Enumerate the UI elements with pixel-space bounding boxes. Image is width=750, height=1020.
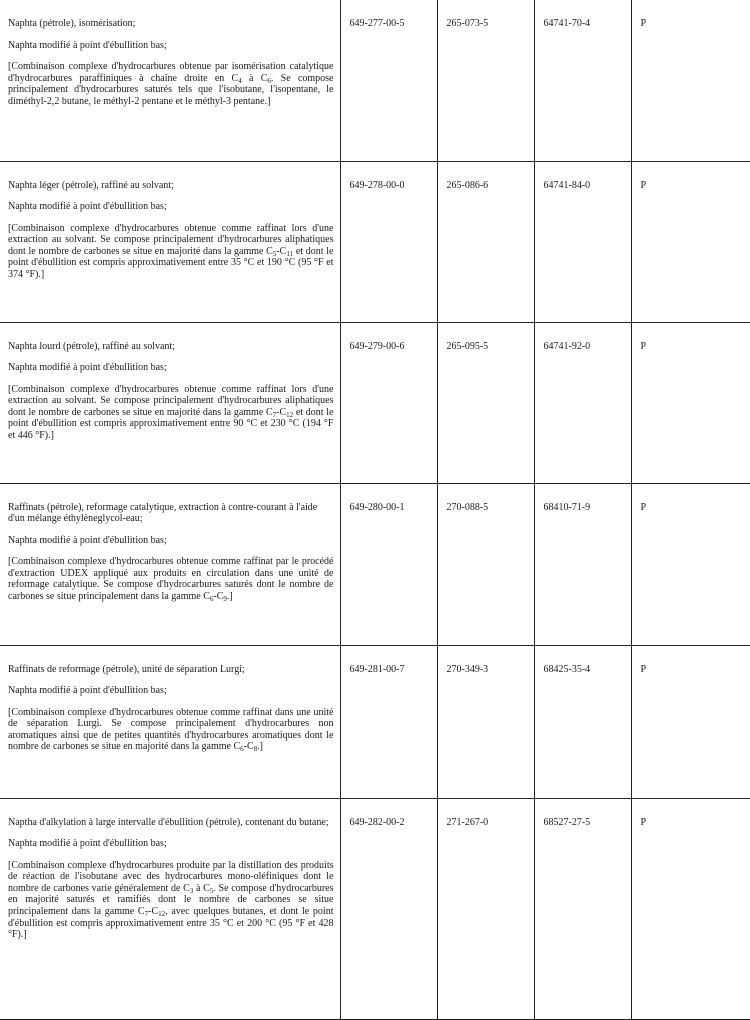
carbon-subscript: 5 <box>210 887 214 895</box>
description-text: . Se compose principalement d'hydrocarbures saturés tels que l'isobutane, l'isopentane, le diméthyl-2,2 butane, le méthyl-2 pentane et le méthyl-3 pentane.] <box>8 73 334 107</box>
substance-note: Naphta modifié à point d'ébullition bas; <box>8 535 334 547</box>
substance-note: Naphta modifié à point d'ébullition bas; <box>8 40 334 52</box>
index-number: 649-277-00-5 <box>341 0 437 30</box>
ec-number: 265-086-6 <box>438 162 534 192</box>
substance-description <box>8 707 334 753</box>
carbon-subscript: 12 <box>158 910 165 918</box>
table-row <box>0 645 750 798</box>
substance-cell <box>0 0 340 161</box>
carbon-subscript: 11 <box>286 250 293 258</box>
substance-name: Naphta léger (pétrole), raffiné au solvant; <box>8 180 334 192</box>
substance-description <box>8 61 334 107</box>
description-text: à C <box>193 883 210 894</box>
ec-number: 271-267-0 <box>438 799 534 829</box>
carbon-subscript: 3 <box>190 887 194 895</box>
substance-name: Naphta lourd (pétrole), raffiné au solvant; <box>8 341 334 353</box>
substance-name: Raffinats (pétrole), reformage catalytique, extraction à contre-courant à l'aide d'un mélange éthylèneglycol-eau; <box>8 502 334 525</box>
description-text: -C <box>244 741 254 752</box>
substance-note: Naphta modifié à point d'ébullition bas; <box>8 362 334 374</box>
cas-number-cell <box>534 161 631 322</box>
index-number-cell <box>340 0 437 161</box>
cas-number-cell <box>534 483 631 645</box>
note-code: P <box>632 0 750 30</box>
ec-number-cell <box>437 0 534 161</box>
carbon-subscript: 9 <box>223 595 227 603</box>
table-row <box>0 483 750 645</box>
ec-number-cell <box>437 483 534 645</box>
description-text: .] <box>227 591 233 602</box>
index-number-cell <box>340 322 437 483</box>
index-number: 649-279-00-6 <box>341 323 437 353</box>
index-number-cell <box>340 483 437 645</box>
index-number: 649-282-00-2 <box>341 799 437 829</box>
ec-number: 265-095-5 <box>438 323 534 353</box>
substance-description <box>8 384 334 442</box>
description-text: [Combinaison complexe d'hydrocarbures obtenue comme raffinat lors d'une extraction au solvant. Se compose principalement d'hydrocarbures aliphatiques dont le nombre de carbones se situe en majorité dans la gamme C <box>8 384 334 418</box>
note-code-cell <box>631 798 750 1019</box>
index-number-cell <box>340 645 437 798</box>
description-text: et dont le point d'ébullition est compris approximativement entre 35 °C et 190 °C (95 °F et 374 °F).] <box>8 246 334 280</box>
description-text: [Combinaison complexe d'hydrocarbures obtenue par isomérisation catalytique d'hydrocarbures paraffiniques à chaîne droite en C <box>8 61 334 84</box>
ec-number-cell <box>437 645 534 798</box>
cas-number: 68527-27-5 <box>535 799 631 829</box>
index-number-cell <box>340 161 437 322</box>
note-code: P <box>632 162 750 192</box>
note-code: P <box>632 323 750 353</box>
carbon-subscript: 12 <box>286 411 293 419</box>
carbon-subscript: 7 <box>273 411 277 419</box>
description-text: . Se compose d'hydrocarbures en majorité saturés et ramifiés dont le nombre de carbones se situe principalement dans la gamme C <box>8 883 334 917</box>
description-text: [Combinaison complexe d'hydrocarbures obtenue comme raffinat dans une unité de séparation Lurgi. Se compose principalement d'hydrocarbures non aromatiques ainsi que de petites quantités d'hydrocarbures aromatiques dont le nombre de carbones se situe en majorité dans la gamme C <box>8 707 334 753</box>
substance-description <box>8 556 334 602</box>
note-code: P <box>632 484 750 514</box>
description-text: [Combinaison complexe d'hydrocarbures obtenue comme raffinat lors d'une extraction au solvant. Se compose principalement d'hydrocarbures aliphatiques dont le nombre de carbones se situe en majorité dans la gamme C <box>8 223 334 257</box>
description-text: [Combinaison complexe d'hydrocarbures obtenue comme raffinat par le procédé d'extraction UDEX appliqué aux produits en circulation dans une unité de reformage catalytique. Se compose d'hydrocarbures saturés dont le nombre de carbones se situe principalement dans la gamme C <box>8 556 334 602</box>
carbon-subscript: 5 <box>273 250 277 258</box>
description-text: -C <box>213 591 223 602</box>
index-number-cell <box>340 798 437 1019</box>
ec-number: 270-088-5 <box>438 484 534 514</box>
substance-cell <box>0 483 340 645</box>
substance-description <box>8 223 334 281</box>
description-text: -C <box>276 246 286 257</box>
substance-cell <box>0 322 340 483</box>
substance-note: Naphta modifié à point d'ébullition bas; <box>8 838 334 850</box>
substance-name: Raffinats de reformage (pétrole), unité de séparation Lurgi; <box>8 664 334 676</box>
cas-number: 64741-70-4 <box>535 0 631 30</box>
substance-note: Naphta modifié à point d'ébullition bas; <box>8 201 334 213</box>
note-code: P <box>632 646 750 676</box>
cas-number: 68425-35-4 <box>535 646 631 676</box>
description-text: , avec quelques butanes, et dont le point d'ébullition est compris approximativement entre 35 °C et 200 °C (95 °F et 428 °F).] <box>8 906 334 940</box>
note-code-cell <box>631 483 750 645</box>
substance-cell <box>0 645 340 798</box>
cas-number: 64741-84-0 <box>535 162 631 192</box>
ec-number: 270-349-3 <box>438 646 534 676</box>
table-row <box>0 322 750 483</box>
ec-number: 265-073-5 <box>438 0 534 30</box>
description-text: [Combinaison complexe d'hydrocarbures produite par la distillation des produits de réaction de l'isobutane avec des hydrocarbures mono-oléfiniques dont le nombre de carbones varie généralement de C <box>8 860 334 894</box>
ec-number-cell <box>437 798 534 1019</box>
ec-number-cell <box>437 161 534 322</box>
cas-number: 68410-71-9 <box>535 484 631 514</box>
table-row <box>0 798 750 1019</box>
cas-number-cell <box>534 645 631 798</box>
description-text: -C <box>276 407 286 418</box>
substance-name: Naptha d'alkylation à large intervalle d'ébullition (pétrole), contenant du butane; <box>8 817 334 829</box>
index-number: 649-281-00-7 <box>341 646 437 676</box>
description-text: -C <box>148 906 158 917</box>
note-code-cell <box>631 322 750 483</box>
cas-number: 64741-92-0 <box>535 323 631 353</box>
carbon-subscript: 8 <box>254 745 258 753</box>
description-text: à C <box>242 73 268 84</box>
carbon-subscript: 6 <box>240 745 244 753</box>
carbon-subscript: 4 <box>238 77 242 85</box>
table-row <box>0 0 750 161</box>
description-text: et dont le point d'ébullition est compris approximativement entre 90 °C et 230 °C (194 °F et 446 °F).] <box>8 407 334 441</box>
substance-cell <box>0 161 340 322</box>
note-code-cell <box>631 645 750 798</box>
ec-number-cell <box>437 322 534 483</box>
index-number: 649-280-00-1 <box>341 484 437 514</box>
cas-number-cell <box>534 0 631 161</box>
substance-description <box>8 860 334 941</box>
description-text: .] <box>257 741 263 752</box>
substance-cell <box>0 798 340 1019</box>
substance-note: Naphta modifié à point d'ébullition bas; <box>8 685 334 697</box>
carbon-subscript: 6 <box>210 595 214 603</box>
carbon-subscript: 6 <box>267 77 271 85</box>
note-code-cell <box>631 0 750 161</box>
note-code-cell <box>631 161 750 322</box>
note-code: P <box>632 799 750 829</box>
index-number: 649-278-00-0 <box>341 162 437 192</box>
cas-number-cell <box>534 322 631 483</box>
cas-number-cell <box>534 798 631 1019</box>
table-row <box>0 161 750 322</box>
carbon-subscript: 7 <box>145 910 149 918</box>
substance-name: Naphta (pétrole), isomérisation; <box>8 18 334 30</box>
